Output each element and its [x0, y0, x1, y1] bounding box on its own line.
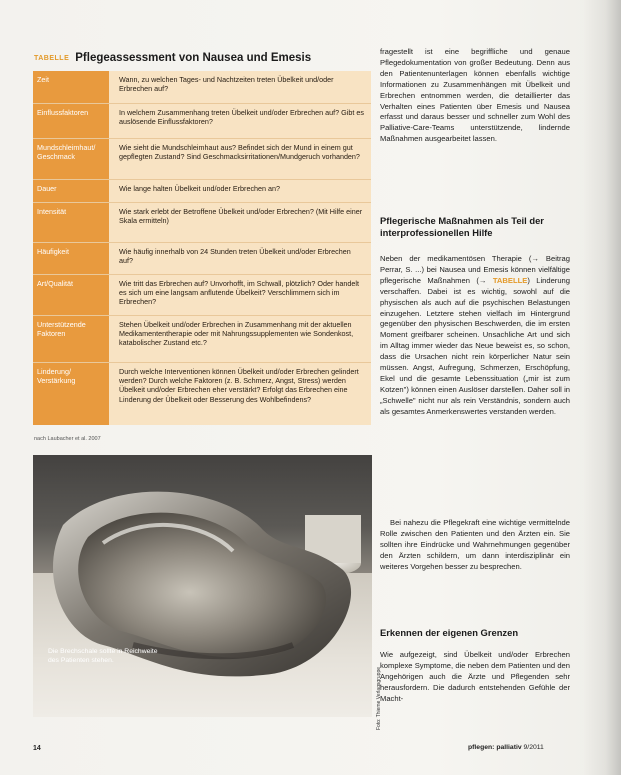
- page-spine-shadow: [583, 0, 621, 775]
- row-key: Dauer: [33, 180, 109, 202]
- column-intro-paragraph: [380, 47, 570, 145]
- table-row: [33, 139, 371, 180]
- journal-name: pflegen: palliativ: [468, 744, 522, 751]
- row-key: Einflussfaktoren: [33, 104, 109, 138]
- table-row: [33, 243, 371, 275]
- table-header: [34, 48, 372, 68]
- table-source: nach Laubacher et al. 2007: [34, 436, 101, 442]
- table-title: Pflegeassessment von Nausea und Emesis: [75, 52, 312, 64]
- row-value: Wann, zu welchen Tages- und Nachtzeiten treten Übelkeit und/oder Erbrechen auf?: [109, 71, 371, 103]
- body2-text: Bei nahezu die Pflegekraft eine wichtige vermittelnde Rolle zwischen den Patienten und den Ärzten ein. Sie sollten ihre Eindrücke und Wahrnehmungen gegenüber den Ärzten schildern, um dann interdisziplinär ein weiteres Vorgehen besser zu besprechen.: [380, 518, 570, 571]
- row-value: Wie tritt das Erbrechen auf? Unvorhofft, im Schwall, plötzlich? Oder handelt es sich um eine langsam anflutende Übelkeit? Verschlimmern sich im Erbrechen?: [109, 275, 371, 315]
- row-value: Stehen Übelkeit und/oder Erbrechen in Zusammenhang mit der aktuellen Medikamententherapie oder mit Nahrungssupplementen wie Sondenkost, katabolischer Zustand etc.?: [109, 316, 371, 362]
- table-tag: TABELLE: [34, 54, 70, 62]
- column-body-paragraph-2: [380, 518, 570, 573]
- column-body-paragraph-1: [380, 254, 570, 418]
- row-value: Wie sieht die Mundschleimhaut aus? Befindet sich der Mund in einem gut gepflegten Zustand? Sind Geschmacksirritationen/Mundgeruch vorhanden?: [109, 139, 371, 179]
- intro-text: fragestellt ist eine begriffliche und genaue Pflegedokumentation von großer Bedeutung. Denn aus den Patientenunterlagen können ebenfalls wichtige Informationen zu Zusammenhängen mit Übelkeit und Erbrechen entnommen werden, die detaillierter das Verhalten eines Patienten über Emesis und Nausea erfasst und daraus besser und schneller zum Wohl des Palliative-Care-Teams unterstützende, lindernde Maßnahmen ausgearbeitet lassen.: [380, 47, 570, 144]
- kidney-dish-photo: [33, 455, 372, 717]
- row-key: Linderung/ Verstärkung: [33, 363, 109, 425]
- assessment-table: [33, 71, 371, 425]
- table-row: [33, 71, 371, 104]
- journal-footer: [468, 744, 544, 751]
- row-value: Wie stark erlebt der Betroffene Übelkeit und/oder Erbrechen? (Mit Hilfe einer Skala ermitteln): [109, 203, 371, 242]
- row-key: Zeit: [33, 71, 109, 103]
- row-key: Mundschleimhaut/ Geschmack: [33, 139, 109, 179]
- column-body-paragraph-3: [380, 650, 570, 705]
- table-row: [33, 275, 371, 316]
- row-key: Art/Qualität: [33, 275, 109, 315]
- table-row: [33, 104, 371, 139]
- row-value: Wie lange halten Übelkeit und/oder Erbrechen an?: [109, 180, 371, 202]
- journal-issue: 9/2011: [523, 744, 544, 751]
- table-row: [33, 203, 371, 243]
- table-row: [33, 363, 371, 425]
- body3-text: Wie aufgezeigt, sind Übelkeit und/oder Erbrechen komplexe Symptome, die neben dem Patienten und den Angehörigen auch die Ärzte und Pflegenden sehr herausfordern. Die dadurch entstehenden Gefühle der Macht-: [380, 650, 570, 703]
- table-reference-link[interactable]: TABELLE: [492, 275, 528, 285]
- heading-erkennen-grenzen: Erkennen der eigenen Grenzen: [380, 627, 519, 638]
- page-number: 14: [33, 745, 41, 752]
- row-value: Durch welche Interventionen können Übelkeit und/oder Erbrechen gelindert werden? Durch welche Faktoren (z. B. Schmerz, Angst, Stress) werden Übelkeit und/oder Erbrechen eher verstärkt? Erfolgt das Erbrechen eine Linderung der Übelkeit oder Besserung des Wohlbefindens?: [109, 363, 371, 425]
- row-key: Unterstützende Faktoren: [33, 316, 109, 362]
- photo-credit: Foto: Thieme Verlagsgruppe: [376, 666, 382, 730]
- row-value: In welchem Zusammenhang treten Übelkeit und/oder Erbrechen auf? Gibt es auslösende Einflussfaktoren?: [109, 104, 371, 138]
- kidney-dish-illustration: [33, 455, 372, 717]
- table-row: [33, 180, 371, 203]
- row-key: Häufigkeit: [33, 243, 109, 274]
- body1-text-pre: Neben der medikamentösen Therapie (→ Beitrag Perrar, S. ...) bei Nausea und Emesis können vielfältige pflegerische Maßnahmen (→: [380, 254, 570, 285]
- photo-caption: Die Brechschale sollte in Reichweite des Patienten stehen.: [48, 648, 158, 664]
- heading-pflegerische-massnahmen: Pflegerische Maßnahmen als Teil der interprofessionellen Hilfe: [380, 215, 544, 238]
- table-row: [33, 316, 371, 363]
- body1-text-post: ) Linderung verschaffen. Dabei ist es wichtig, sowohl auf die physischen als auch auf die psychischen Belastungen einzugehen. Letztere stehen vielfach im Hintergrund gegenüber den physischen Beschwerden, die im ersten Moment greifbarer scheinen. Unsachliche Art und sich im Alltag immer wieder das Neue beweist es, so schon, dass die Ursachen nicht rein körperlicher Natur sein müssen. Angst, Aufregung, Schmerzen, Erschöpfung, Ekel und die gesamte Lebenssituation („mir ist zum Kotzen") können einen Auslöser darstellen. Daher soll in „Schwelle" nicht nur als rein Verständnis, sondern auch als gesamtes Anmerkenswertes verstanden werden.: [380, 275, 571, 416]
- row-key: Intensität: [33, 203, 109, 242]
- row-value: Wie häufig innerhalb von 24 Stunden treten Übelkeit und/oder Erbrechen auf?: [109, 243, 371, 274]
